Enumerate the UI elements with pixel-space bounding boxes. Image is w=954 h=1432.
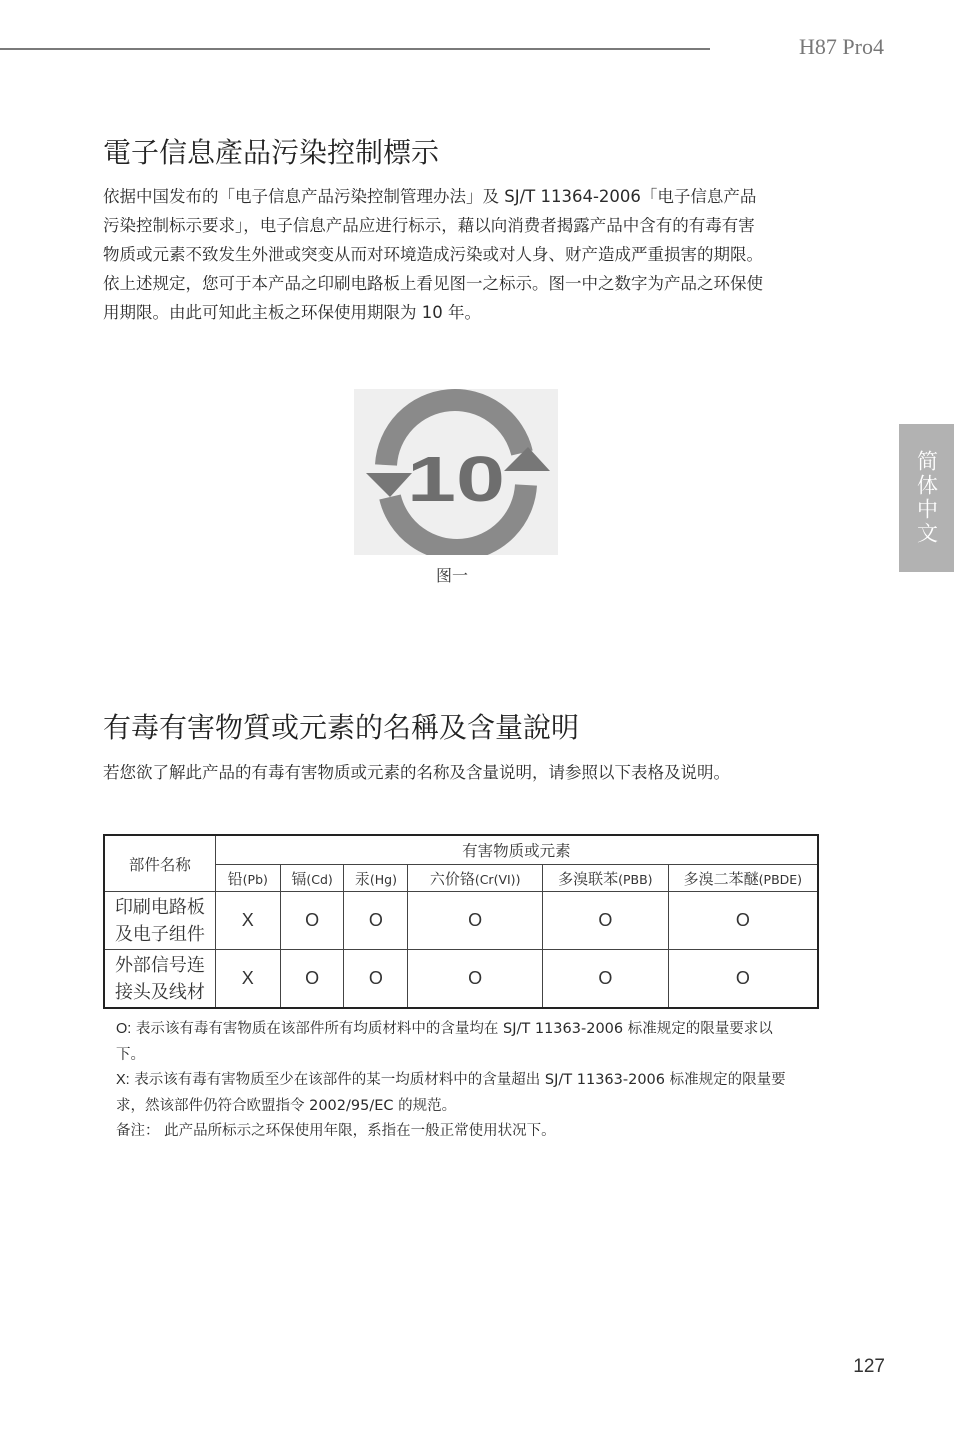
value-cell: X bbox=[215, 892, 280, 950]
note-o: O: 表示该有毒有害物质在该部件所有均质材料中的含量均在 SJ/T 11363-2006 标准规定的限量要求以下。 bbox=[116, 1021, 773, 1063]
page-number: 127 bbox=[853, 1356, 885, 1377]
table-row bbox=[104, 950, 818, 1009]
table-row bbox=[104, 892, 818, 950]
column-header: 六价铬(Cr(VI)) bbox=[408, 865, 543, 892]
part-name-header: 部件名称 bbox=[104, 835, 215, 892]
header-rule bbox=[0, 48, 710, 50]
value-cell: O bbox=[344, 892, 408, 950]
logo-number: 10 bbox=[407, 443, 505, 515]
section2-title: 有毒有害物質或元素的名稱及含量說明 bbox=[103, 711, 580, 744]
value-cell: O bbox=[344, 950, 408, 1009]
part-name-cell: 外部信号连接头及线材 bbox=[104, 950, 215, 1009]
section1-title: 電子信息產品污染控制標示 bbox=[103, 136, 440, 169]
header-model-name: H87 Pro4 bbox=[799, 34, 884, 59]
recycle-arrows-icon bbox=[354, 389, 558, 555]
section1-body: 依据中国发布的「电子信息产品污染控制管理办法」及 SJ/T 11364-2006「电子信息产品污染控制标示要求」，电子信息产品应进行标示，藉以向消费者揭露产品中含有的有毒有害物质或元素不致发生外泄或突变从而对环境造成污染或对人身、财产造成严重损害的期限。依上述规定，您可于本产品之印刷电路板上看见图一之标示。图一中之数字为产品之环保使用期限。由此可知此主板之环保使用期限为 10 年。 bbox=[103, 187, 763, 322]
value-cell: O bbox=[280, 950, 344, 1009]
note-x: X: 表示该有毒有害物质至少在该部件的某一均质材料中的含量超出 SJ/T 11363-2006 标准规定的限量要求，然该部件仍符合欧盟指令 2002/95/EC 的规范。 bbox=[116, 1072, 786, 1114]
value-cell: O bbox=[668, 892, 818, 950]
value-cell: X bbox=[215, 950, 280, 1009]
section2-body: 若您欲了解此产品的有毒有害物质或元素的名称及含量说明，请参照以下表格及说明。 bbox=[103, 763, 730, 782]
column-header: 汞(Hg) bbox=[344, 865, 408, 892]
column-header: 多溴二苯醚(PBDE) bbox=[668, 865, 818, 892]
value-cell: O bbox=[408, 892, 543, 950]
column-header: 铅(Pb) bbox=[215, 865, 280, 892]
value-cell: O bbox=[668, 950, 818, 1009]
language-tab bbox=[899, 424, 954, 572]
table-notes bbox=[116, 1017, 796, 1145]
value-cell: O bbox=[280, 892, 344, 950]
value-cell: O bbox=[408, 950, 543, 1009]
part-name-cell: 印刷电路板及电子组件 bbox=[104, 892, 215, 950]
note-remark: 备注： 此产品所标示之环保使用年限，系指在一般正常使用状况下。 bbox=[116, 1123, 556, 1139]
figure-caption: 图一 bbox=[436, 566, 469, 585]
column-header: 多溴联苯(PBB) bbox=[542, 865, 668, 892]
hazardous-substance-table bbox=[103, 834, 819, 1009]
efup-logo bbox=[354, 389, 558, 555]
value-cell: O bbox=[542, 950, 668, 1009]
substance-group-header: 有害物质或元素 bbox=[215, 835, 818, 865]
value-cell: O bbox=[542, 892, 668, 950]
column-header: 镉(Cd) bbox=[280, 865, 344, 892]
language-tab-label: 简体中文 bbox=[914, 450, 939, 546]
